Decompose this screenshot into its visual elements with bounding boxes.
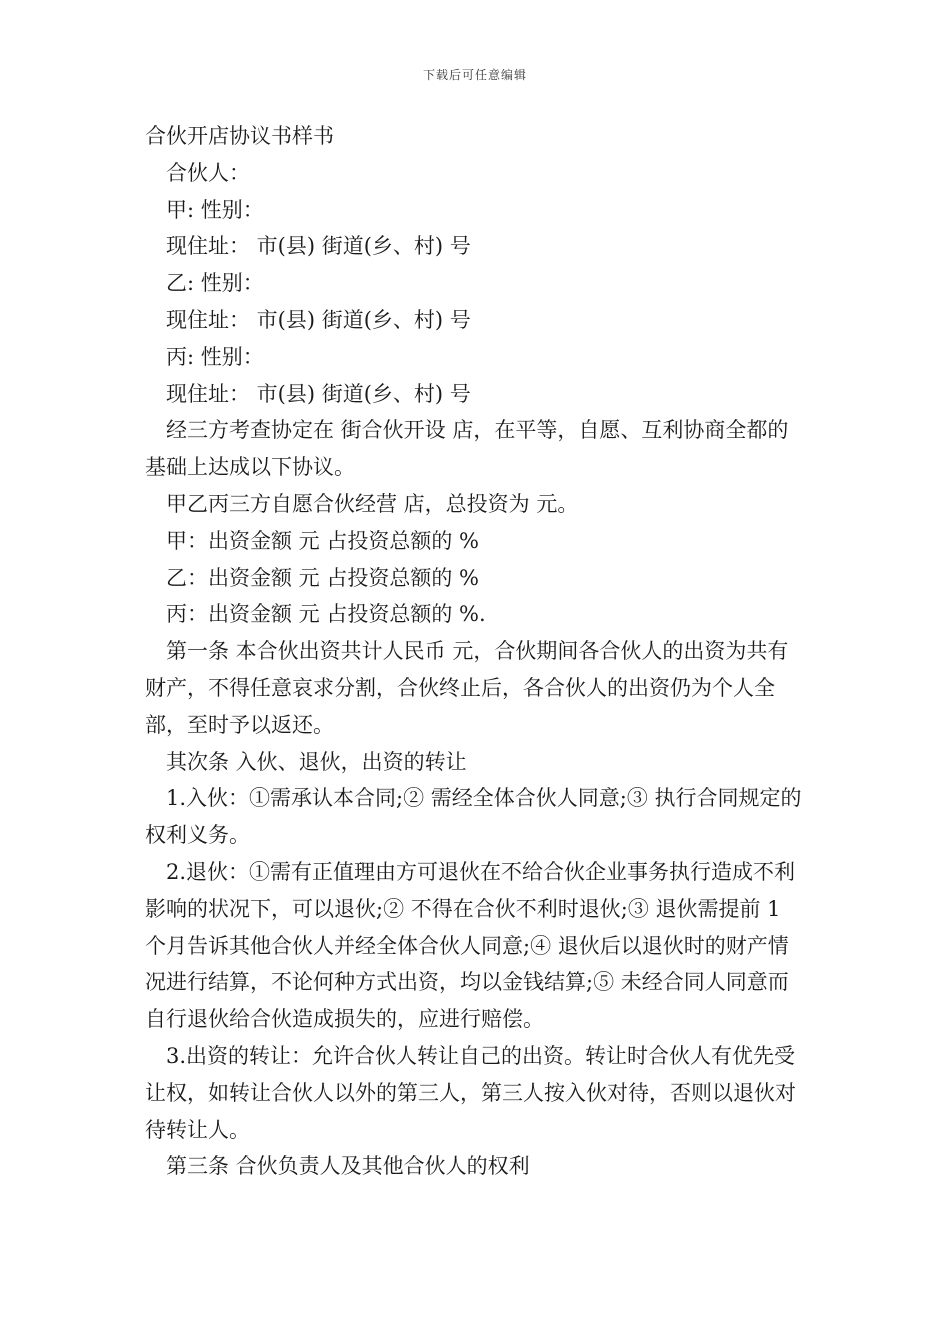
paragraph-party-a: 甲: 性别： — [166, 197, 264, 222]
paragraph-article-3-heading: 第三条 合伙负责人及其他合伙人的权利 — [166, 1154, 530, 1179]
paragraph-party-a-contribution: 甲：出资金额 元 占投资总额的 % — [166, 528, 479, 553]
paragraph-agreement-intro: 经三方考查协定在 街合伙开设 店，在平等，自愿、互利协商全都的基础上达成以下协议。 — [145, 418, 789, 480]
paragraph-party-c-address: 现住址： 市(县) 街道(乡、村) 号 — [166, 381, 471, 406]
paragraph-article-2-heading: 其次条 入伙、退伙，出资的转让 — [166, 749, 467, 774]
paragraph-party-c: 丙: 性别： — [166, 344, 264, 369]
paragraph-article-1: 第一条 本合伙出资共计人民币 元，合伙期间各合伙人的出资为共有财产，不得任意哀求分割，合伙终止后，各合伙人的出资仍为个人全部，至时予以返还。 — [145, 639, 789, 737]
paragraph-article-2-transfer: 3.出资的转让：允许合伙人转让自己的出资。转让时合伙人有优先受让权，如转让合伙人以外的第三人，第三人按入伙对待，否则以退伙对待转让人。 — [145, 1043, 796, 1142]
document-title: 合伙开店协议书样书 — [145, 124, 334, 148]
header-note: 下载后可任意编辑 — [422, 68, 527, 82]
paragraph-total-investment: 甲乙丙三方自愿合伙经营 店，总投资为 元。 — [166, 491, 579, 516]
document-body — [145, 118, 807, 1185]
paragraph-party-b-address: 现住址： 市(县) 街道(乡、村) 号 — [166, 307, 471, 332]
paragraph-party-b: 乙: 性别： — [166, 271, 264, 296]
paragraph-party-b-contribution: 乙：出资金额 元 占投资总额的 % — [166, 565, 479, 590]
paragraph-article-2-joining: 1.入伙：①需承认本合同;② 需经全体合伙人同意;③ 执行合同规定的权利义务。 — [145, 786, 802, 848]
paragraph-party-c-contribution: 丙：出资金额 元 占投资总额的 %. — [166, 602, 486, 627]
paragraph-party-a-address: 现住址： 市(县) 街道(乡、村) 号 — [166, 234, 471, 259]
paragraph-article-2-withdrawal: 2.退伙：①需有正值理由方可退伙在不给合伙企业事务执行造成不利影响的状况下，可以退伙;② 不得在合伙不利时退伙;③ 退伙需提前 1 个月告诉其他合伙人并经全体合伙人同意;④ 退伙后以退伙时的财产情况进行结算，不论何种方式出资，均以金钱结算;⑤ 未经合同人同意而自行退伙给合伙造成损失的，应进行赔偿。 — [145, 859, 796, 1032]
paragraph-partners: 合伙人： — [166, 160, 250, 185]
